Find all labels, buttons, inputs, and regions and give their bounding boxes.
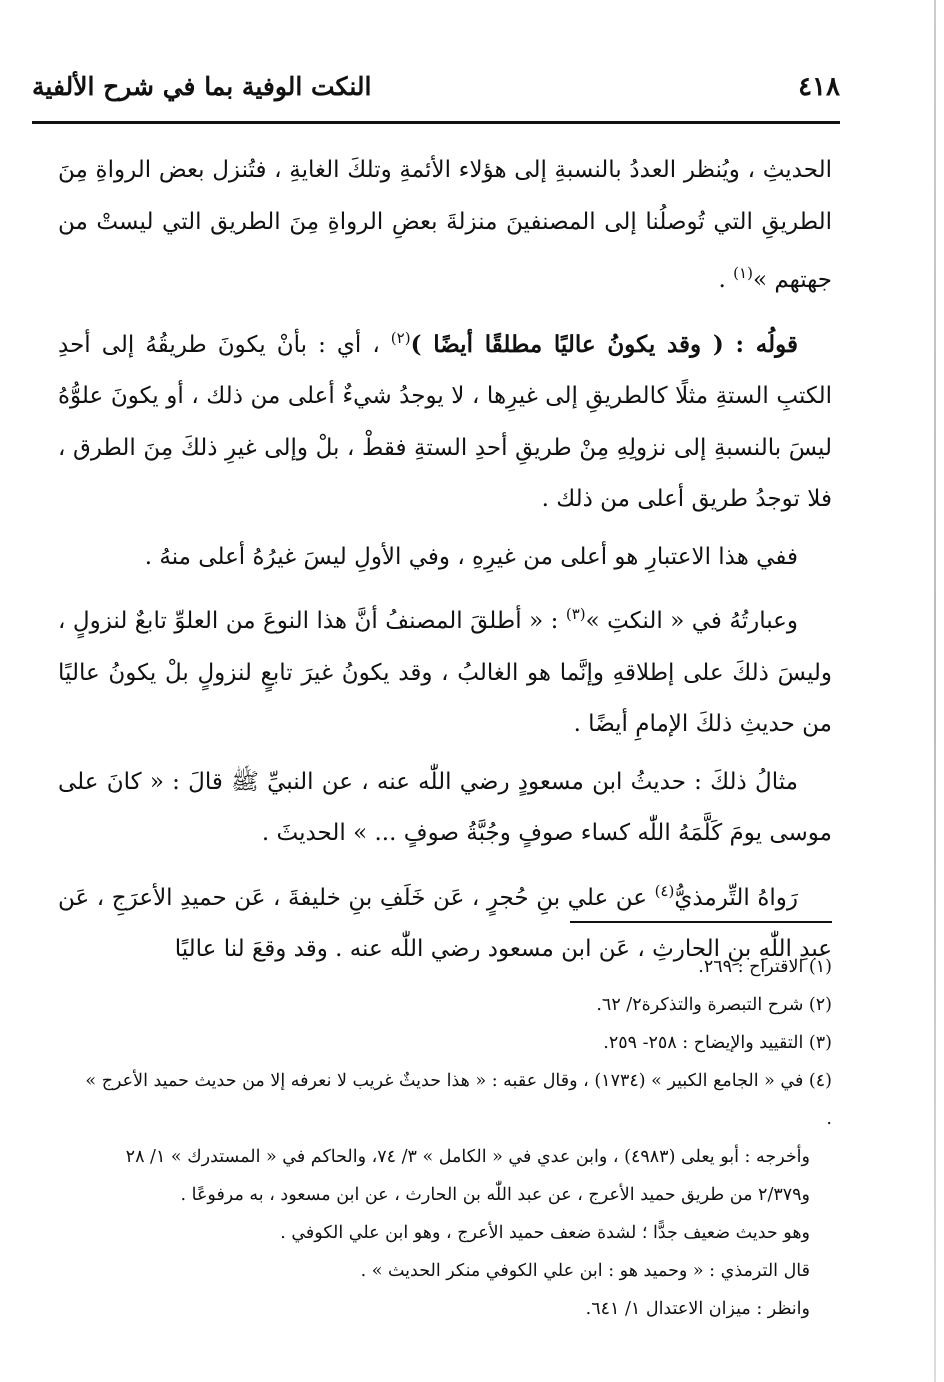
footnote-2: (٢) شرح التبصرة والتذكرة٢/ ٦٢.	[596, 995, 832, 1015]
footnote-marker-4: (٤)	[654, 881, 675, 900]
footnote-separator	[570, 921, 832, 923]
paragraph-2: قولُه : ( وقد يكونُ عاليًا مطلقًا أيضًا )$^{(٢)}$ ، أي : بأنْ يكونَ طريقُهُ إلى أحدِ الكتبِ الستةِ مثلًا كالطريقِ إلى غيرِها ، لا يوجدُ شيءٌ أعلى من ذلك ، أو يكونَ علوُّهُ ليسَ بالنسبةِ إلى نزولِهِ مِنْ طريقِ أحدِ الستةِ فقطْ ، بلْ وإلى غيرِ ذلكَ مِنَ الطرق ، فلا توجدُ طريق أعلى من ذلك .	[58, 328, 832, 512]
header-rule	[32, 121, 840, 124]
page-header	[32, 72, 840, 112]
main-text	[58, 145, 832, 976]
paragraph-4: وعبارتُهُ في « النكتِ »$^{(٣)}$ : « أطلقَ المصنفُ أنَّ هذا النوعَ من العلوِّ تابعٌ لنزولٍ ، وليسَ ذلكَ على إطلاقهِ وإنَّما هو الغالبُ ، وقد يكونُ غيرَ تابعٍ لنزولٍ بلْ يكونُ عاليًا من حديثِ ذلكَ الإمامِ أيضًا .	[58, 605, 832, 737]
paragraph-6: رَواهُ التِّرمذيُّ$^{(٤)}$ عن علي بنِ حُجرٍ ، عَن خَلَفِ بنِ خليفةَ ، عَن حميدِ الأعرَجِ ، عَن عبدِ اللّٰهِ بنِ الحارثِ ، عَن ابن مسعود رضي اللّٰه عنه . وقد وقعَ لنا عاليًا	[58, 881, 832, 962]
paragraph-3: ففي هذا الاعتبارِ هو أعلى من غيرِهِ ، وفي الأولِ ليسَ غيرُهُ أعلى منهُ .	[144, 543, 798, 570]
footnote-4: (٤) في « الجامع الكبير » (١٧٣٤) ، وقال عقبه : « هذا حديثٌ غريب لا نعرفه إلا من حديث حميد الأعرج » .	[85, 1071, 832, 1129]
page-edge-shadow	[934, 0, 936, 1382]
paragraph-5: مثالُ ذلكَ : حديثُ ابن مسعودٍ رضي اللّٰه عنه ، عن النبيِّ ﷺ قالَ : « كانَ على موسى يومَ كَلَّمَهُ اللّٰه كساء صوفٍ وجُبَّةُ صوفٍ ... » الحديثَ .	[58, 768, 832, 846]
footnote-marker-3: (٣)	[565, 605, 586, 623]
footnote-1: (١) الاقتراح : ٢٦٩.	[698, 957, 832, 977]
footnote-4-line: قال الترمذي : « وحميد هو : ابن علي الكوفي منكر الحديث » .	[360, 1261, 810, 1281]
footnote-4-line: وانظر : ميزان الاعتدال ١/ ٦٤١.	[585, 1299, 810, 1319]
page-number: ٤١٨	[798, 72, 840, 102]
paragraph-1: الحديثِ ، ويُنظر العددُ بالنسبةِ إلى هؤلاء الأئمةِ وتلكَ الغايةِ ، فتُنزل بعض الرواةِ مِنَ الطريقِ التي تُوصلُنا إلى المصنفينَ منزلةَ بعضِ الرواةِ مِنَ الطريق التي ليستْ من جهتهم »$^{(١)}$ .	[58, 157, 832, 293]
footnote-4-line: وأخرجه : أبو يعلى (٤٩٨٣) ، وابن عدي في « الكامل » ٣/ ٧٤، والحاكم في « المستدرك » ١/ ٢٨ و٢/٣٧٩ من طريق حميد الأعرج ، عن عبد اللّٰه بن الحارث ، عن ابن مسعود ، به مرفوعًا .	[125, 1147, 810, 1205]
footnote-4-line: وهو حديث ضعيف جدًّا ؛ لشدة ضعف حميد الأعرج ، وهو ابن علي الكوفي .	[280, 1223, 810, 1243]
footnote-3: (٣) التقييد والإيضاح : ٢٥٨- ٢٥٩.	[603, 1033, 832, 1053]
footnote-marker-2: (٢)	[390, 328, 411, 347]
quoted-term: ( وقد يكونُ عاليًا مطلقًا أيضًا )	[410, 330, 724, 358]
running-title: النكت الوفية بما في شرح الألفية	[32, 72, 372, 101]
footnotes	[80, 948, 832, 1328]
footnote-marker-1: (١)	[733, 264, 753, 282]
